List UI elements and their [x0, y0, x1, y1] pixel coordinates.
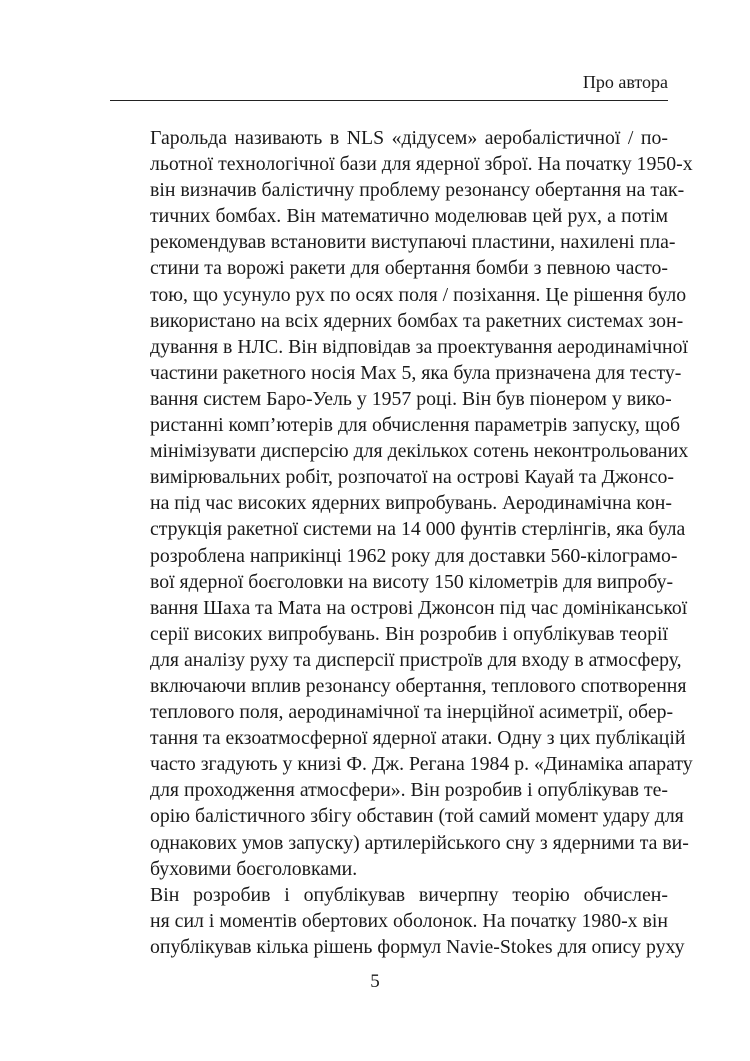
text-line: ристанні комп’ютерів для обчислення параметрів запуску, щоб: [150, 414, 681, 437]
text-line: мінімізувати дисперсію для декількох сотень неконтрольованих: [150, 440, 689, 463]
text-line: дування в НЛС. Він відповідав за проектування аеродинамічної: [150, 335, 689, 358]
text-line: серії високих випробувань. Він розробив і опублікував теорії: [150, 622, 668, 645]
paragraph-1: [110, 125, 693, 882]
text-line: струкція ракетної системи на 14 000 фунтів стерлінгів, яка була: [150, 518, 686, 541]
text-line: Гарольда називають в NLS «дідусем» аеробалістичної / по-: [150, 127, 668, 149]
text-line: стини та ворожі ракети для обертання бомби з певною часто-: [150, 257, 668, 280]
text-line: рекомендував встановити виступаючі пластини, нахилені пла-: [150, 231, 676, 254]
text-line: вання Шаха та Мата на острові Джонсон під час домініканської: [150, 596, 688, 619]
running-header: [110, 70, 668, 101]
text-line: однакових умов запуску) артилерійського сну з ядерними та ви-: [150, 831, 689, 854]
text-line: розроблена наприкінці 1962 року для доставки 560-кілограмо-: [150, 544, 678, 567]
text-line: вимірювальних робіт, розпочатої на острові Кауай та Джонсо-: [150, 466, 675, 489]
text-line: для проходження атмосфери». Він розробив і опублікував те-: [150, 779, 668, 802]
section-title: Про автора: [582, 72, 668, 92]
paragraph-2: [110, 882, 685, 960]
text-line: включаючи вплив резонансу обертання, теплового спотворення: [150, 674, 687, 697]
text-line: льотної технологічної бази для ядерної зброї. На початку 1950-х: [150, 153, 693, 176]
text-line: вання систем Баро-Уель у 1957 році. Він був піонером у вико-: [150, 387, 672, 410]
text-line: тою, що усунуло рух по осях поля / позіхання. Це рішення було: [150, 283, 687, 306]
body-text: [110, 125, 693, 960]
page-number: 5: [370, 971, 380, 992]
text-line: ня сил і моментів обертових оболонок. На початку 1980-х він: [150, 909, 668, 932]
text-line: для аналізу руху та дисперсії пристроїв для входу в атмосферу,: [150, 648, 682, 671]
text-line: використано на всіх ядерних бомбах та ракетних системах зон-: [150, 309, 684, 332]
text-line: тичних бомбах. Він математично моделював цей рух, а потім: [150, 205, 668, 228]
text-line: часто згадують у книзі Ф. Дж. Регана 1984 р. «Динаміка апарату: [150, 753, 693, 776]
text-line: вої ядерної боєголовки на висоту 150 кілометрів для випробу-: [150, 570, 674, 593]
text-line: опублікував кілька рішень формул Navie-Stokes для опису руху: [150, 935, 685, 958]
text-line: Він розробив і опублікував вичерпну теорію обчислен-: [150, 883, 668, 906]
text-line: частини ракетного носія Мах 5, яка була призначена для тесту-: [150, 361, 682, 384]
text-line: буховими боєголовками.: [150, 857, 358, 880]
text-line: він визначив балістичну проблему резонансу обертання на так-: [150, 179, 685, 202]
text-line: тання та екзоатмосферної ядерної атаки. Одну з цих публікацій: [150, 727, 686, 750]
text-line: орію балістичного збігу обставин (той самий момент удару для: [150, 805, 684, 828]
text-line: теплового поля, аеродинамічної та інерційної асиметрії, обер-: [150, 701, 674, 724]
text-line: на під час високих ядерних випробувань. Аеродинамічна кон-: [150, 492, 672, 515]
